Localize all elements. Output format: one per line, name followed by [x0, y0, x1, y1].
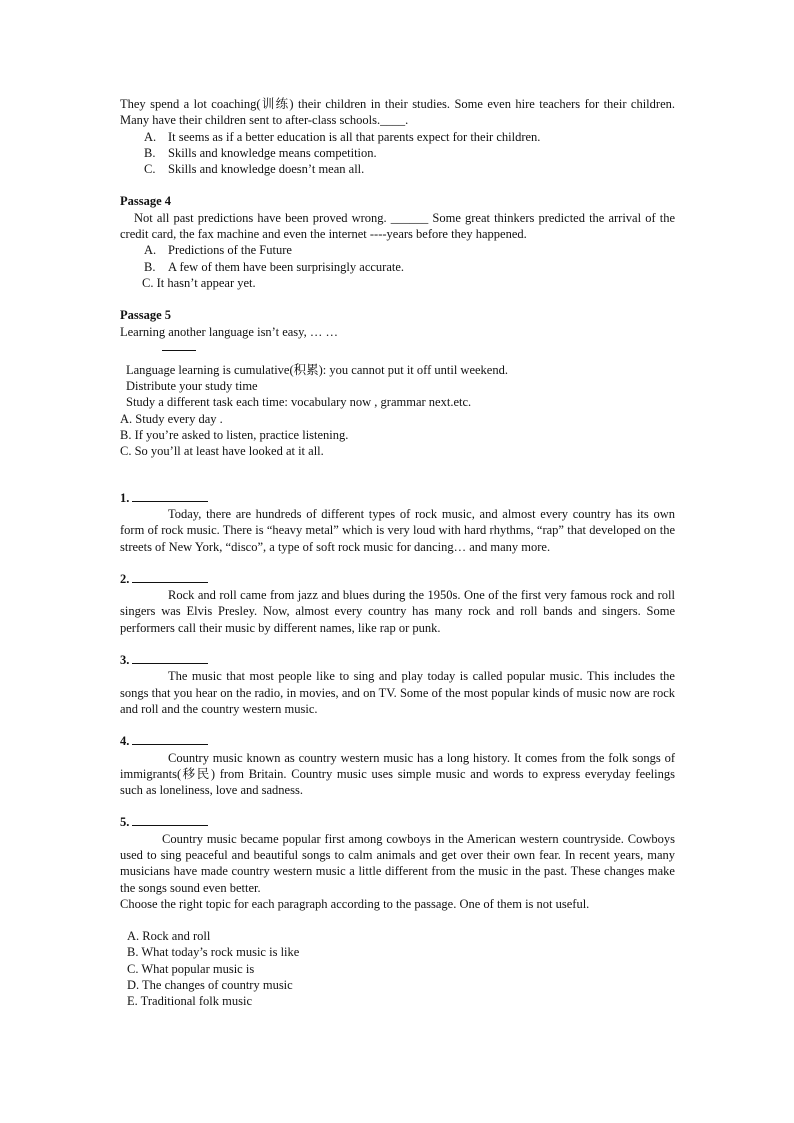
paragraph-2 [120, 571, 675, 636]
p5-option-c: C. So you’ll at least have looked at it all. [120, 444, 324, 459]
topic-a: A. Rock and roll [127, 929, 211, 944]
option-b: B. Skills and knowledge means competition. [144, 145, 377, 160]
topic-e: E. Traditional folk music [127, 994, 252, 1009]
topic-options [120, 928, 675, 1009]
p5-option-a: A. Study every day . [120, 411, 223, 426]
p5-line-2: Distribute your study time [126, 379, 258, 394]
paragraph-4-number: 4. [120, 733, 675, 749]
paragraph-4 [120, 733, 675, 798]
paragraph-4-text: Country music known as country western music has a long history. It comes from the folk songs of immigrants(移民) from Britain. Country music uses simple music and words to express everyday feelings such as loneliness, love and sadness. [120, 750, 675, 798]
paragraph-1-text: Today, there are hundreds of different types of rock music, and almost every country has its own form of rock music. There is “heavy metal” which is very loud with hard rhythms, “rap” that developed on the streets of New York, “disco”, a type of soft rock music for dancing… and many more. [120, 506, 675, 554]
instruction: Choose the right topic for each paragraph according to the passage. One of them is not useful. [120, 896, 590, 911]
p5-line-1: Language learning is cumulative(积累): you cannot put it off until weekend. [126, 362, 508, 377]
passage-4 [120, 193, 675, 291]
p5-option-b: B. If you’re asked to listen, practice listening. [120, 428, 349, 443]
paragraph-1 [120, 490, 675, 555]
passage-5-lines [120, 362, 675, 411]
passage-4-text: Not all past predictions have been proved wrong. ______ Some great thinkers predicted the arrival of the credit card, the fax machine and even the internet ----years before they happened. [120, 210, 675, 242]
paragraph-5-number: 5. [120, 814, 675, 830]
answer-blank [132, 653, 208, 664]
answer-blank [132, 815, 208, 826]
intro-paragraph: They spend a lot coaching(训练) their children in their studies. Some even hire teachers for their children. Many have their children sent to after-class schools.____. [120, 97, 675, 128]
topic-d: D. The changes of country music [127, 978, 293, 993]
paragraph-3 [120, 652, 675, 717]
paragraph-3-text: The music that most people like to sing and play today is called popular music. This includes the songs that you hear on the radio, in movies, and on TV. Some of the most popular kinds of music now are rock and roll and the country western music. [120, 669, 675, 716]
paragraph-5 [120, 814, 675, 895]
paragraph-2-text: Rock and roll came from jazz and blues during the 1950s. One of the first very famous rock and roll singers was Elvis Presley. Now, almost every country has many rock and roll bands and singers. Some performers call their music by different names, like rap or punk. [120, 588, 675, 635]
option-c: C. Skills and knowledge doesn’t mean all. [144, 162, 365, 177]
passage-5-heading: Passage 5 [120, 308, 172, 323]
document-page [120, 96, 675, 1010]
top-options [120, 129, 675, 178]
paragraph-2-number: 2. [120, 571, 675, 587]
answer-blank [132, 491, 208, 502]
paragraph-5-text: Country music became popular first among cowboys in the American western countryside. Cowboys used to sing peaceful and beautiful songs to calm animals and get over their own fear. In recent years, many musicians have made country western music a little different from the music in the past. These changes make the songs sound even better. [120, 831, 675, 895]
p4-option-a: A. Predictions of the Future [144, 243, 292, 258]
passage-4-heading: Passage 4 [120, 194, 172, 209]
p5-line-3: Study a different task each time: vocabulary now , grammar next.etc. [126, 395, 472, 410]
answer-blank [132, 734, 208, 745]
p4-option-b: B. A few of them have been surprisingly accurate. [144, 259, 405, 274]
passage-5 [120, 307, 675, 459]
paragraph-3-number: 3. [120, 652, 675, 668]
answer-blank [132, 572, 208, 583]
p4-option-c: C. It hasn’t appear yet. [142, 275, 256, 290]
topic-c: C. What popular music is [127, 961, 255, 976]
option-a: A. It seems as if a better education is all that parents expect for their children. [144, 129, 541, 144]
passage-5-intro: Learning another language isn’t easy, … … [120, 324, 338, 339]
paragraph-1-number: 1. [120, 490, 675, 506]
topic-b: B. What today’s rock music is like [127, 945, 300, 960]
answer-blank [120, 340, 675, 362]
